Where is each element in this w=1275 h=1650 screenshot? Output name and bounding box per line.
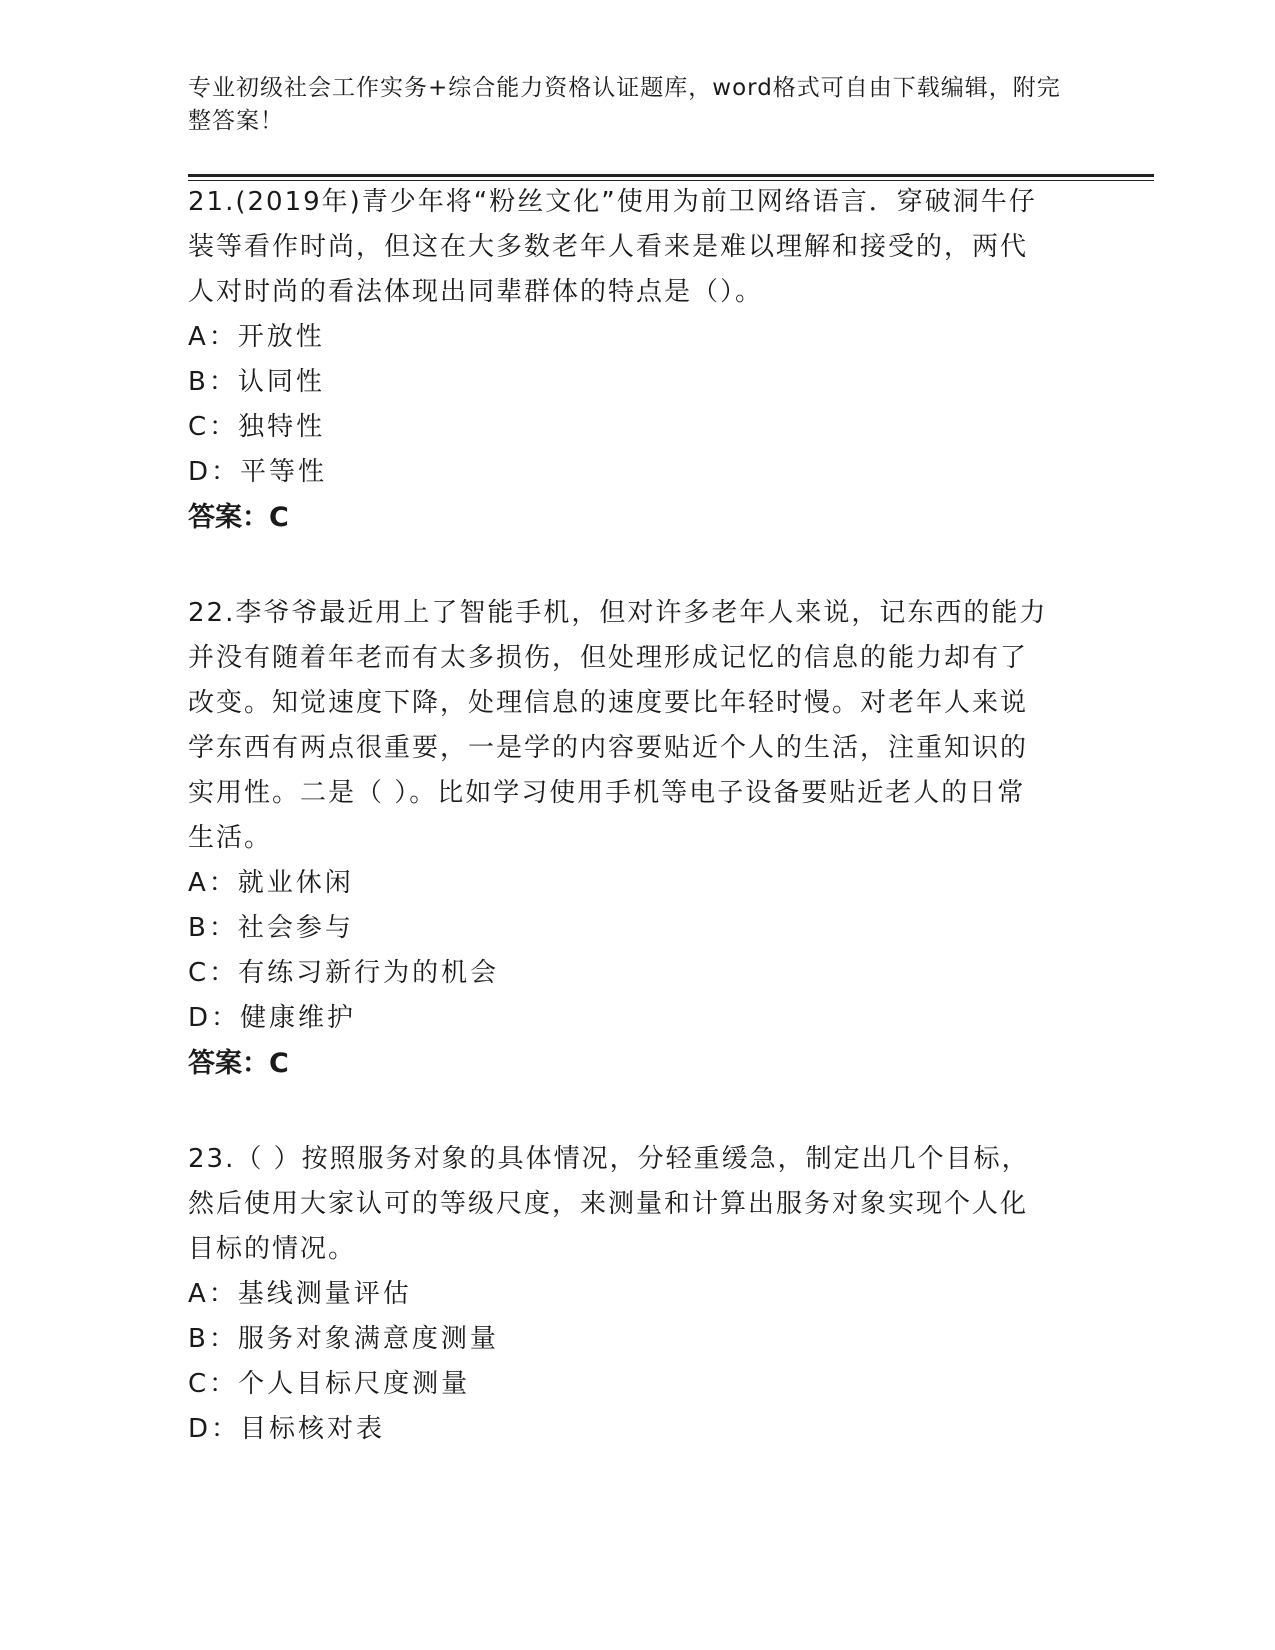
option-a: A：开放性 bbox=[188, 322, 325, 352]
question-stem-line: 22.李爷爷最近用上了智能手机，但对许多老年人来说，记东西的能力 bbox=[188, 598, 1048, 628]
option-d: D：健康维护 bbox=[188, 1003, 357, 1033]
option-d: D：目标核对表 bbox=[188, 1414, 386, 1444]
question-stem-line: 人对时尚的看法体现出同辈群体的特点是（）。 bbox=[188, 277, 764, 307]
option-b: B：认同性 bbox=[188, 367, 325, 397]
question-22 bbox=[188, 591, 1088, 1086]
header-divider-thick bbox=[188, 174, 1154, 177]
question-stem-line: 并没有随着年老而有太多损伤，但处理形成记忆的信息的能力却有了 bbox=[188, 643, 1029, 673]
option-a: A：基线测量评估 bbox=[188, 1279, 412, 1309]
option-c: C：有练习新行为的机会 bbox=[188, 958, 500, 988]
question-stem-line: 然后使用大家认可的等级尺度，来测量和计算出服务对象实现个人化 bbox=[188, 1189, 1029, 1219]
option-c: C：个人目标尺度测量 bbox=[188, 1369, 471, 1399]
question-stem-line: 目标的情况。 bbox=[188, 1234, 357, 1264]
option-a: A：就业休闲 bbox=[188, 868, 354, 898]
answer-label: 答案：C bbox=[188, 502, 289, 533]
question-stem-line: 23.（ ）按照服务对象的具体情况，分轻重缓急，制定出几个目标， bbox=[188, 1144, 1030, 1174]
question-stem-line: 实用性。二是（ ）。比如学习使用手机等电子设备要贴近老人的日常 bbox=[188, 778, 1026, 808]
option-c: C：独特性 bbox=[188, 412, 326, 442]
question-stem-line: 生活。 bbox=[188, 823, 273, 853]
question-23 bbox=[188, 1137, 1088, 1452]
header-line-1: 专业初级社会工作实务+综合能力资格认证题库，word格式可自由下载编辑，附完 bbox=[188, 75, 1061, 101]
option-b: B：服务对象满意度测量 bbox=[188, 1324, 499, 1354]
question-stem-line: 21.(2019年)青少年将“粉丝文化”使用为前卫网络语言．穿破洞牛仔 bbox=[188, 187, 1037, 217]
option-d: D：平等性 bbox=[188, 457, 328, 487]
question-stem-line: 装等看作时尚，但这在大多数老年人看来是难以理解和接受的，两代 bbox=[188, 232, 1029, 262]
question-stem-line: 改变。知觉速度下降，处理信息的速度要比年轻时慢。对老年人来说 bbox=[188, 688, 1029, 718]
question-stem-line: 学东西有两点很重要，一是学的内容要贴近个人的生活，注重知识的 bbox=[188, 733, 1029, 763]
question-21 bbox=[188, 180, 1088, 540]
answer-label: 答案：C bbox=[188, 1048, 289, 1079]
document-header bbox=[188, 72, 1088, 138]
header-line-2: 整答案！ bbox=[188, 108, 284, 134]
option-b: B：社会参与 bbox=[188, 913, 354, 943]
